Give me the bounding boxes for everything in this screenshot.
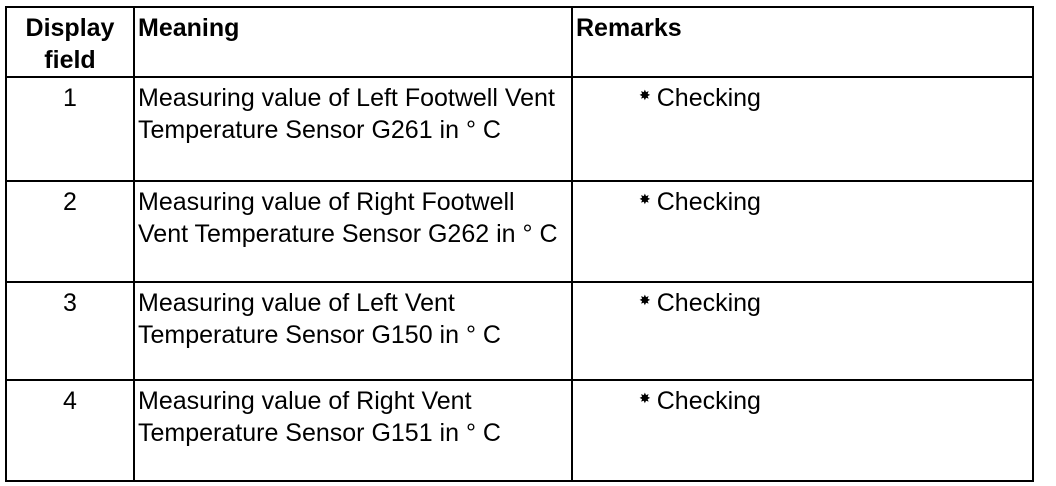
meaning-cell: Measuring value of Left Footwell Vent Temperature Sensor G261 in ° C [134, 77, 572, 181]
remarks-cell [572, 282, 1033, 380]
display-field-cell: 1 [6, 77, 134, 181]
meaning-cell: Measuring value of Right Vent Temperature Sensor G151 in ° C [134, 380, 572, 481]
display-field-cell: 2 [6, 181, 134, 282]
remarks-cell [572, 181, 1033, 282]
remark-text: Checking [656, 387, 761, 415]
header-display-field [6, 7, 134, 77]
header-display-field-line2: field [44, 46, 96, 74]
header-remarks: Remarks [572, 7, 1033, 77]
header-display-field-line1: Display [25, 14, 115, 42]
table-row [6, 380, 1033, 481]
display-field-cell: 4 [6, 380, 134, 481]
remark-text: Checking [656, 289, 761, 317]
table-row [6, 77, 1033, 181]
display-field-cell: 3 [6, 282, 134, 380]
remarks-cell [572, 380, 1033, 481]
table-row [6, 181, 1033, 282]
table-header-row [6, 7, 1033, 77]
bullet-icon: ✸ [639, 390, 651, 406]
bullet-icon: ✸ [639, 292, 651, 308]
display-fields-table [5, 6, 1034, 482]
remark-text: Checking [656, 84, 761, 112]
remarks-cell [572, 77, 1033, 181]
meaning-cell: Measuring value of Right Footwell Vent Temperature Sensor G262 in ° C [134, 181, 572, 282]
table-row [6, 282, 1033, 380]
bullet-icon: ✸ [639, 191, 651, 207]
remark-text: Checking [656, 188, 761, 216]
bullet-icon: ✸ [639, 87, 651, 103]
meaning-cell: Measuring value of Left Vent Temperature Sensor G150 in ° C [134, 282, 572, 380]
header-meaning: Meaning [134, 7, 572, 77]
